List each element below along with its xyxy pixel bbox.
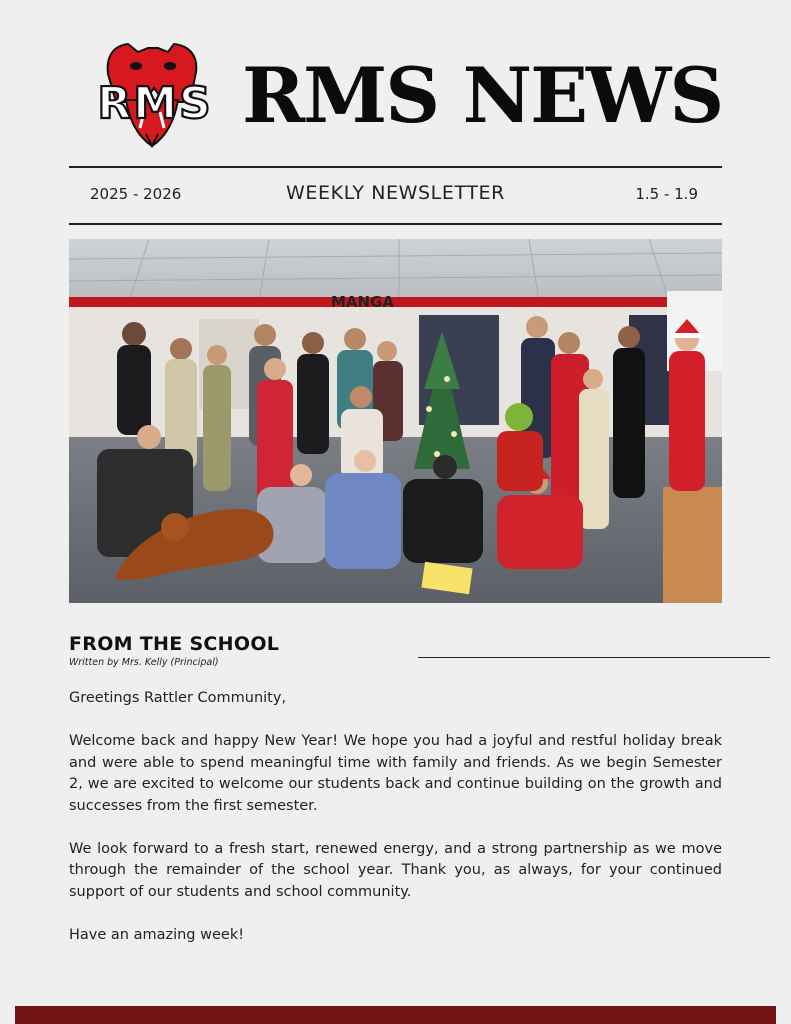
article-body [69,688,722,946]
paragraph-welcome: Welcome back and happy New Year! We hope you had a joyful and restful holiday break and were able to spend meaningful time with family and friends. As we begin Semester 2, we are excited to welcome our students back and continue building on the growth and successes from the first semester. [69,733,722,814]
rattlesnake-logo-icon [82,42,228,148]
svg-text:RMS: RMS [97,78,213,129]
info-bar [69,170,722,220]
week-dates: 1.5 - 1.9 [635,185,698,203]
school-year: 2025 - 2026 [90,185,182,203]
section-divider [418,657,770,658]
school-logo [82,42,228,148]
divider-bottom [69,223,722,225]
newsletter-label: WEEKLY NEWSLETTER [286,182,505,204]
byline: Written by Mrs. Kelly (Principal) [69,657,219,668]
divider-top [69,166,722,168]
masthead-title: RMS NEWS [242,51,723,140]
paragraph-partnership: We look forward to a fresh start, renewed energy, and a strong partnership as we move through the remainder of the school year. Thank you, as always, for your continued support of our students and school community. [69,840,722,900]
section-title: FROM THE SCHOOL [69,633,280,655]
svg-text:MANGA: MANGA [331,293,395,311]
closing: Have an amazing week! [69,926,245,943]
group-photo-image [69,239,722,603]
footer-bar [15,1006,776,1024]
greeting: Greetings Rattler Community, [69,690,287,706]
group-photo [69,239,722,603]
